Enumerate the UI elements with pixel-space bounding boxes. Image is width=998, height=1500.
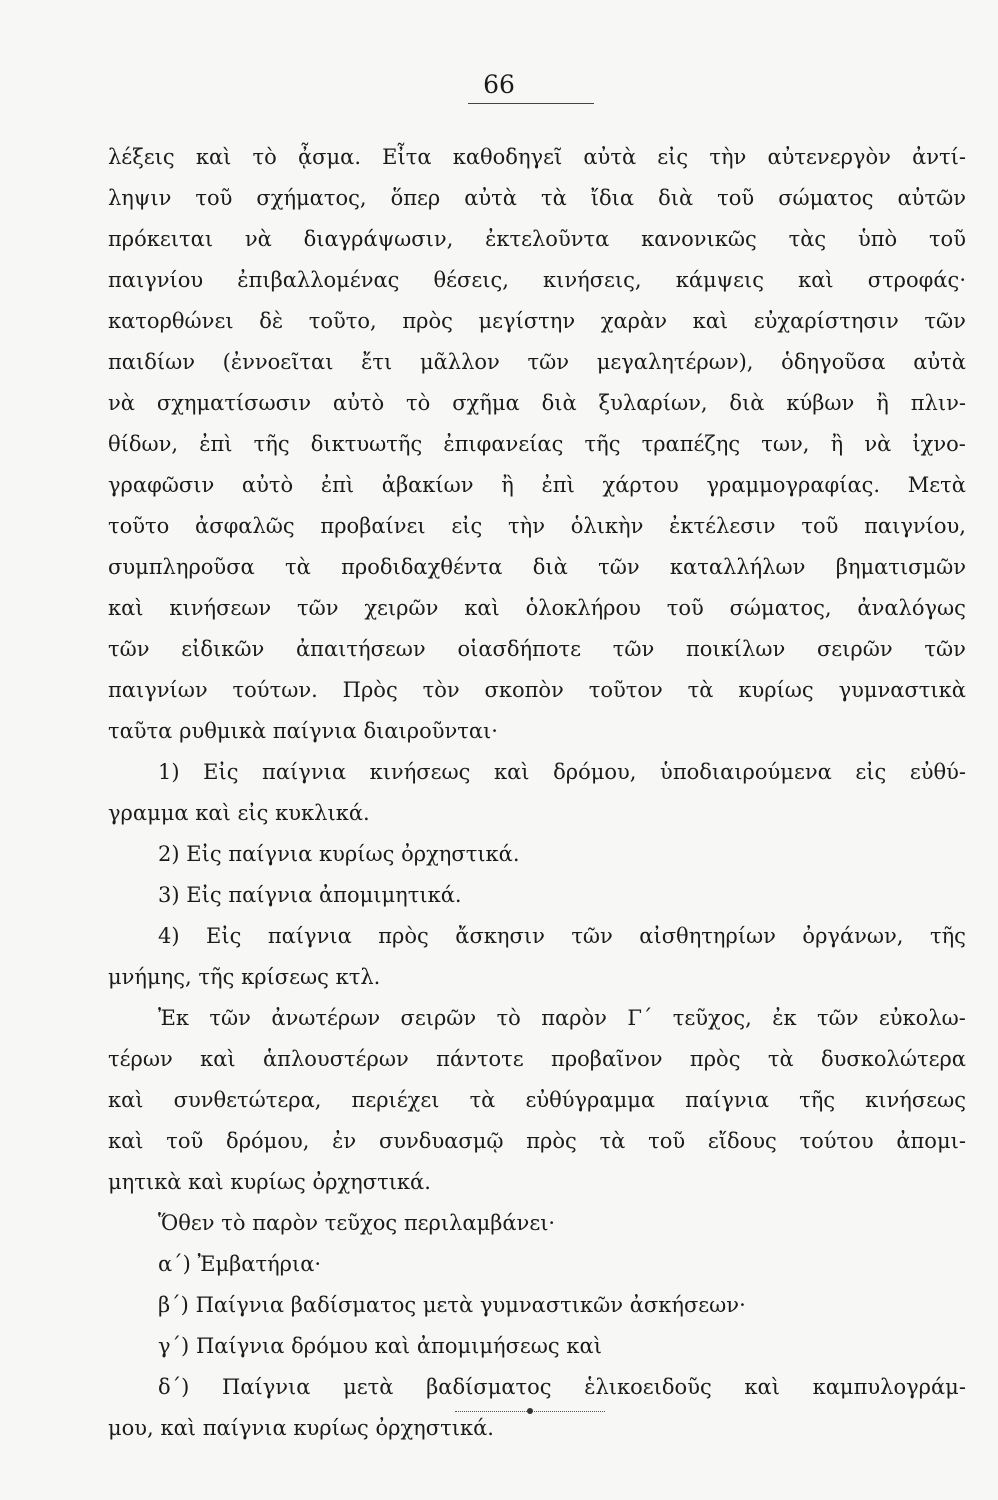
word: εὐχαρίστησιν [753,309,899,333]
word: καὶ [195,801,231,825]
header-rule [468,103,594,104]
word: παίγνια [202,1416,287,1440]
word: γραμμογραφίας. [706,473,881,497]
word: παρὸν [541,1006,607,1030]
word: τοῦ [717,186,755,210]
word: ἑλικοειδοῦς [584,1375,712,1399]
word: β΄) [158,1293,189,1317]
word: ἀνωτέρων [271,1006,381,1030]
word: ὑπὸ [857,227,898,251]
text-line [108,793,966,834]
word: εἰς [855,760,887,784]
word: καὶ [493,760,530,784]
word: τοῦ [166,1129,204,1153]
word: τὸ [406,391,431,415]
word: γ΄) [158,1334,190,1358]
word: σώματος [778,186,874,210]
word: ἢ [830,432,844,456]
word: τοῦ [666,596,704,620]
word: μᾶλλον [419,350,500,374]
word: βαδίσματος [426,1375,552,1399]
word: Πρὸς [342,678,398,702]
word: ἰχνο- [912,432,966,456]
word: τῶν [296,596,339,620]
word: σχῆμα [452,391,520,415]
text-line [108,547,966,588]
word: εἰς [657,145,689,169]
word: 1) [158,760,180,784]
text-line [108,301,966,342]
word: πλιν- [910,391,966,415]
word: τοῦ [195,186,233,210]
word: κυρίως [738,678,814,702]
word: σώματος, [729,596,832,620]
word: κινήσεως [369,760,471,784]
word: μητικὰ [108,1170,182,1194]
word: τῶν [817,1006,859,1030]
text-line [108,506,966,547]
word: πρὸς [402,309,453,333]
word: τῶν [598,555,640,579]
word: ὀρχηστικά. [401,842,520,866]
word: θίδων, [108,432,179,456]
text-line [108,424,966,465]
word: ἀβακίων [381,473,474,497]
word: Παίγνια [222,1375,311,1399]
word: ἔτι [361,350,393,374]
text-line [108,465,966,506]
word: αὐτὰ [913,350,966,374]
word: διὰ [729,391,765,415]
word: περιέχει [351,1088,440,1112]
word: χειρῶν [364,596,439,620]
word: Γ΄ [627,1006,653,1030]
word: κυρίως [293,1416,369,1440]
text-line [108,219,966,260]
word: κινήσεις, [543,268,642,292]
word: εἴδους [707,1129,777,1153]
word: ὀρχηστικά. [375,1416,494,1440]
text-line [108,1285,966,1326]
word: τῆς [929,924,966,948]
word: (ἐννοεῖται [222,350,334,374]
text-line [108,1326,966,1367]
word: ἀπομιμήσεως [416,1334,560,1358]
word: καὶ [374,1334,411,1358]
word: παιγνίου [108,268,204,292]
word: θέσεις, [433,268,509,292]
word: Εἰς [206,924,242,948]
word: αὐτὰ [583,145,637,169]
text-line [108,260,966,301]
word: κρίσεως [241,965,329,989]
word: χαρὰν [600,309,667,333]
word: τοῦ [648,1129,686,1153]
text-line [108,342,966,383]
word: ἀσφαλῶς [195,514,295,538]
word: πρόκειται [108,227,214,251]
word: καὶ [692,309,729,333]
text-line [108,1203,966,1244]
word: νὰ [864,432,892,456]
word: νὰ [108,391,135,415]
text-line [108,752,966,793]
word: ἢ [876,391,889,415]
word: χάρτου [602,473,679,497]
word: Εἰς [186,842,222,866]
word: οἱασδήποτε [457,637,581,661]
word: τῶν [527,350,570,374]
word: τὸν [422,678,460,702]
word: ταῦτα [108,719,173,743]
word: αὐτὸ [332,391,385,415]
word: παιγνίων [108,678,208,702]
word: εἰς [237,801,269,825]
word: ἀναλόγως [857,596,966,620]
word: ὁλικὴν [570,514,644,538]
word: Παίγνια [195,1334,285,1358]
word: μνήμης, [108,965,192,989]
word: τὰ [767,1047,794,1071]
word: ἐπιβαλλομένας [237,268,400,292]
word: κυρίως [230,1170,306,1194]
word: ἐπὶ [320,473,355,497]
word: κάμψεις [675,268,764,292]
word: Ἐκ [158,1006,190,1030]
word: συνδυασμῷ [378,1129,504,1153]
word: μετὰ [422,1293,474,1317]
word: 2) [158,842,180,866]
word: ἢ [501,473,514,497]
word: προδιδαχθέντα [341,555,503,579]
word: τῶν [924,637,966,661]
word: τῆς [799,1088,836,1112]
word: σειρῶν [816,637,893,661]
word: αἰσθητηρίων [639,924,776,948]
word: ὁλοκλήρου [525,596,641,620]
word: τοῦτο [108,514,170,538]
word: καὶ [108,596,144,620]
word: ἐκ [772,1006,797,1030]
word: σκοπὸν [484,678,564,702]
word: στροφάς· [867,268,966,292]
word: τῶν [924,309,966,333]
word: δρόμου [291,1334,368,1358]
word: γυμναστικῶν [479,1293,624,1317]
word: γυμναστικὰ [838,678,966,702]
word: ἀπομι- [896,1129,966,1153]
word: ποικίλων [685,637,786,661]
word: εὐκολω- [878,1006,966,1030]
word: δικτυωτῆς [310,432,423,456]
word: ὑποδιαιρούμενα [660,760,832,784]
word: προβαίνει [320,514,426,538]
word: Εἰς [203,760,239,784]
word: τέρων [108,1047,173,1071]
word: τοῦ [801,514,839,538]
word: καθοδηγεῖ [452,145,563,169]
word: ὅπερ [390,186,441,210]
word: τεῦχος [324,1211,398,1235]
word: εὐθύ- [909,760,966,784]
text-line [108,916,966,957]
word: ληψιν [108,186,172,210]
word: συμπληροῦσα [108,555,255,579]
word: καὶ [566,1334,602,1358]
word: γραφῶσιν [108,473,215,497]
word: διὰ [532,555,568,579]
word: κυρίως [319,842,395,866]
word: τῶν [209,1006,251,1030]
word: ἁπλουστέρων [263,1047,409,1071]
word: παίγνια [228,842,313,866]
word: ἐν [332,1129,357,1153]
word: μου, [108,1416,154,1440]
word: εἰς [451,514,483,538]
word: ξυλαρίων, [598,391,708,415]
word: τὰς [788,227,827,251]
word: ἄσκησιν [455,924,545,948]
text-line [108,137,966,178]
word: τὴν [709,145,747,169]
word: τούτου [799,1129,874,1153]
word: γραμμα [108,801,189,825]
word: σχήματος, [256,186,367,210]
text-line [108,178,966,219]
word: τούτων. [232,678,318,702]
word: καὶ [195,145,232,169]
word: πρὸς [689,1047,741,1071]
word: ἐπὶ [199,432,233,456]
text-line [108,1408,966,1449]
word: κατορθώνει [108,309,234,333]
word: καὶ [744,1375,780,1399]
word: εἰδικῶν [181,637,265,661]
word: τραπέζης [641,432,741,456]
word: 3) [158,883,180,907]
text-line [108,1039,966,1080]
word: παρὸν [252,1211,318,1235]
text-line [108,1080,966,1121]
page-number: 66 [483,70,515,99]
word: Μετὰ [907,473,966,497]
text-line [108,1367,966,1408]
word: τὰ [599,1129,626,1153]
footer-ornament [527,1408,533,1414]
word: καὶ [108,1129,144,1153]
word: Ὅθεν [158,1211,215,1235]
word: α΄) [158,1252,191,1276]
word: παίγνια [228,883,313,907]
word: 4) [158,924,180,948]
word: ἐκτέλεσιν [669,514,776,538]
word: καὶ [798,268,834,292]
word: παίγνια [272,719,357,743]
word: λέξεις [108,145,175,169]
text-line [108,998,966,1039]
word: ἀσκήσεων· [629,1293,746,1317]
word: τῶν [612,637,655,661]
word: τὰ [540,186,567,210]
text-line [108,711,966,752]
word: τοῦτο, [308,309,377,333]
word: Παίγνια [195,1293,285,1317]
word: ἀντί- [912,145,966,169]
word: παίγνια [685,1088,770,1112]
word: τὴν [508,514,545,538]
word: τὸ [221,1211,246,1235]
word: κύβων [786,391,855,415]
word: μεγαλητέρων), [596,350,754,374]
word: κτλ. [335,965,381,989]
word: μετὰ [343,1375,394,1399]
text-line [108,957,966,998]
word: παιγνίου, [864,514,966,538]
word: τεῦχος, [672,1006,752,1030]
text-line [108,1162,966,1203]
word: παίγνια [267,924,352,948]
word: τὰ [285,555,311,579]
word: κινήσεων [169,596,272,620]
word: ὀργάνων, [802,924,904,948]
text-line [108,629,966,670]
word: σειρῶν [400,1006,477,1030]
word: εὐθύγραμμα [525,1088,656,1112]
text-line [108,670,966,711]
word: ἀπομιμητικά. [319,883,462,907]
text-line [108,383,966,424]
text-line [108,588,966,629]
word: δυσκολώτερα [821,1047,966,1071]
word: τοῦτον [588,678,663,702]
word: διὰ [541,391,577,415]
word: δ΄) [158,1375,190,1399]
word: καὶ [108,1088,144,1112]
word: ρυθμικὰ [179,719,267,743]
word: διαιροῦνται· [363,719,498,743]
word: τὸ [252,145,277,169]
word: ἐπιφανείας [443,432,564,456]
word: Εἶτα [382,145,432,169]
word: ἀπαιτήσεων [296,637,426,661]
word: διὰ [658,186,694,210]
word: ὀρχηστικά. [312,1170,431,1194]
text-line [108,1244,966,1285]
word: ἐκτελοῦντα [485,227,610,251]
word: τὰ [687,678,714,702]
word: τῆς [584,432,621,456]
word: τῆς [198,965,235,989]
text-line [108,1121,966,1162]
word: τῶν [108,637,150,661]
word: βηματισμῶν [835,555,966,579]
word: τοῦ [928,227,966,251]
word: ὁδηγοῦσα [781,350,886,374]
word: κανονικῶς [641,227,757,251]
word: πρὸς [378,924,429,948]
word: των, [761,432,810,456]
word: Εἰς [186,883,222,907]
word: καὶ [200,1047,236,1071]
word: Ἐμβατήρια· [197,1252,322,1276]
word: κυκλικά. [275,801,370,825]
word: αὐτὰ [464,186,517,210]
body-text [108,137,966,1449]
word: σχηματίσωσιν [156,391,311,415]
word: τῆς [253,432,290,456]
word: παίγνια [262,760,346,784]
word: δρόμου, [553,760,637,784]
word: δὲ [259,309,284,333]
word: περιλαμβάνει· [403,1211,556,1235]
word: καὶ [160,1416,196,1440]
word: αὐτῶν [897,186,966,210]
word: ᾆσμα. [297,145,361,169]
word: προβαῖνον [551,1047,663,1071]
word: τὰ [469,1088,496,1112]
word: αὐτενεργὸν [767,145,891,169]
word: κινήσεως [865,1088,966,1112]
word: καὶ [188,1170,224,1194]
word: ἐπὶ [541,473,575,497]
text-line [108,875,966,916]
word: καμπυλογράμ- [812,1375,966,1399]
word: πάντοτε [436,1047,524,1071]
word: παιδίων [108,350,195,374]
word: διαγράψωσιν, [303,227,454,251]
word: καὶ [464,596,500,620]
word: νὰ [244,227,272,251]
word: ἴδια [590,186,635,210]
word: τῶν [571,924,613,948]
word: καταλλήλων [669,555,806,579]
word: μεγίστην [478,309,576,333]
text-line [108,834,966,875]
word: πρὸς [526,1129,577,1153]
word: συνθετώτερα, [173,1088,322,1112]
word: βαδίσματος [290,1293,417,1317]
word: δρόμου, [226,1129,310,1153]
word: αὐτὸ [241,473,294,497]
word: τὸ [496,1006,521,1030]
